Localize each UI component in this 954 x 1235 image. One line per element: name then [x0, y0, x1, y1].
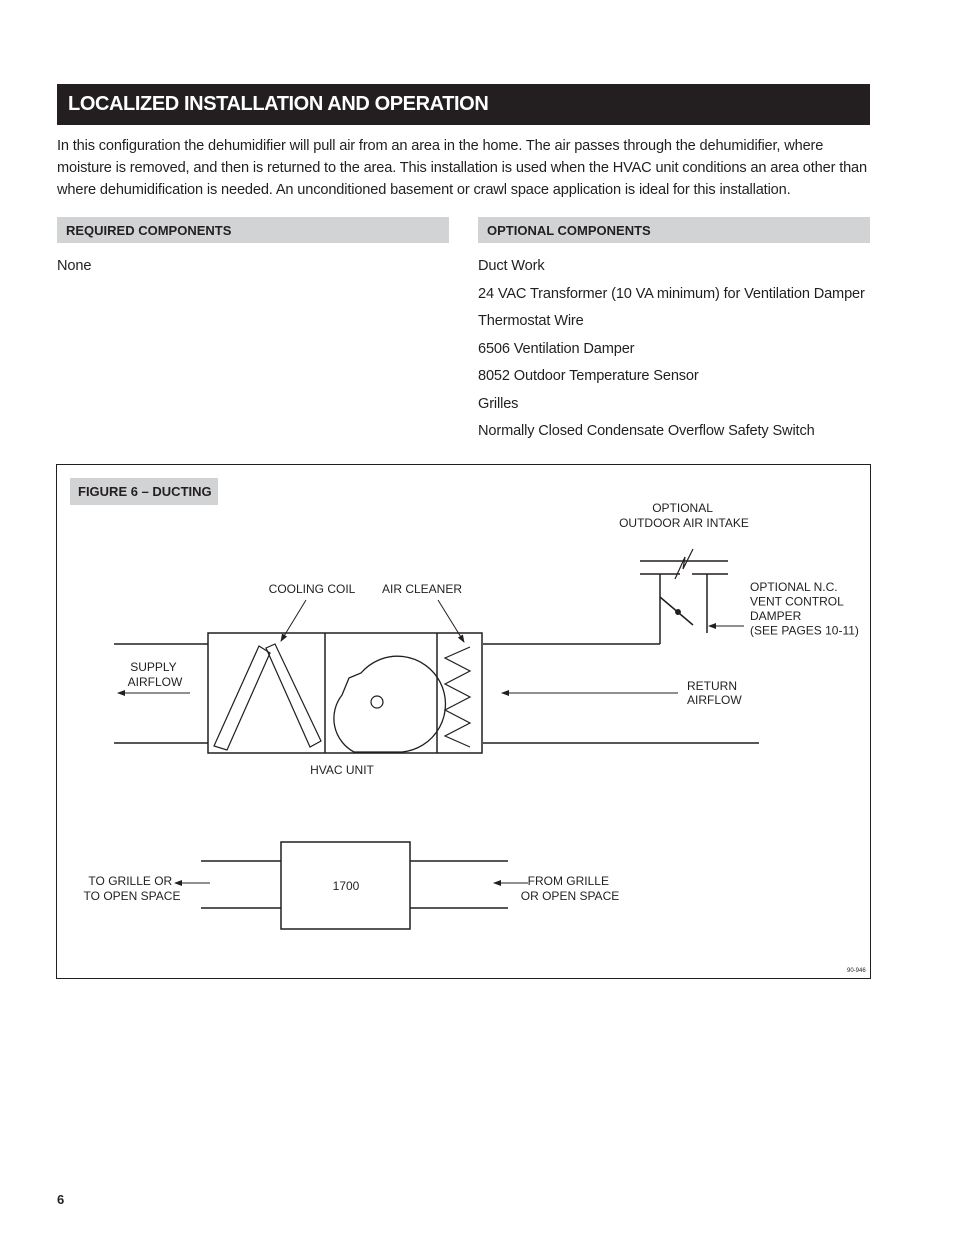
page-number: 6 [57, 1192, 65, 1207]
list-item: Normally Closed Condensate Overflow Safety Switch [478, 423, 815, 439]
optional-components-heading: OPTIONAL COMPONENTS [478, 217, 870, 243]
list-item: Grilles [478, 395, 519, 412]
section-title: LOCALIZED INSTALLATION AND OPERATION [68, 93, 489, 115]
dehumidifier-model-label: 1700 [332, 879, 360, 893]
list-item: None [57, 258, 92, 274]
list-item: Duct Work [478, 258, 545, 274]
blower-icon [334, 656, 446, 752]
intro-paragraph: In this configuration the dehumidifier will pull air from an area in the home. The air passes through the dehumidifier, where moisture is removed, and then is returned to the area. This installation is used when the HVAC unit conditions an area other than where dehumidification is needed. An unconditioned basement or crawl space application is ideal for this installation. [57, 138, 867, 198]
vent-damper-label: OPTIONAL N.C. VENT CONTROL DAMPER (SEE PAGES 10-11) [750, 580, 859, 638]
list-item: Thermostat Wire [478, 313, 584, 329]
supply-airflow-label: SUPPLY AIRFLOW [127, 660, 183, 689]
optional-components-list [478, 253, 865, 446]
required-components-list [57, 253, 91, 281]
air-cleaner-leader [438, 600, 464, 642]
list-item: 6506 Ventilation Damper [478, 340, 635, 357]
outdoor-intake-label: OPTIONAL OUTDOOR AIR INTAKE [619, 501, 749, 530]
cooling-coil-leader [281, 600, 306, 641]
hvac-unit-label: HVAC UNIT [310, 763, 374, 777]
ducting-figure [56, 464, 871, 979]
drawing-number: 90-946 [847, 968, 866, 974]
air-cleaner-label: AIR CLEANER [381, 582, 463, 596]
cooling-coil-label: COOLING COIL [268, 582, 356, 596]
ducting-diagram [57, 465, 872, 980]
figure-label: FIGURE 6 – DUCTING [70, 478, 218, 505]
return-airflow-label: RETURN AIRFLOW [687, 679, 742, 707]
list-item: 8052 Outdoor Temperature Sensor [478, 368, 699, 384]
break-symbol [675, 549, 693, 579]
to-grille-label: TO GRILLE OR TO OPEN SPACE [83, 874, 181, 903]
cooling-coil-icon [214, 646, 270, 750]
section-title-bar [57, 84, 870, 125]
damper-pivot [676, 610, 680, 614]
list-item: 24 VAC Transformer (10 VA minimum) for Ventilation Damper [478, 285, 865, 302]
required-components-heading: REQUIRED COMPONENTS [57, 217, 449, 243]
from-grille-label: FROM GRILLE OR OPEN SPACE [520, 874, 620, 903]
hvac-unit-box [208, 633, 482, 753]
air-cleaner-icon [445, 647, 470, 747]
